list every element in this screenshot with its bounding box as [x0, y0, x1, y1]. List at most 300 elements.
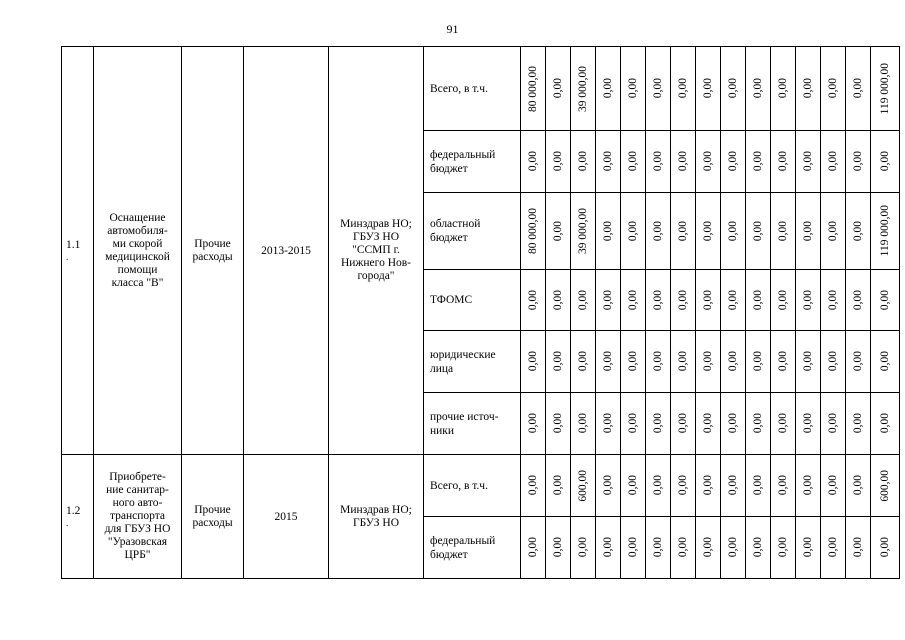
value-cell [871, 455, 900, 517]
value-cell [746, 517, 771, 579]
value-text: 0,00 [851, 151, 864, 172]
funding-source [424, 331, 521, 393]
item-name-line: транспорта [109, 510, 166, 522]
value-text: 0,00 [801, 413, 814, 434]
value-cell [746, 455, 771, 517]
value-text: 0,00 [651, 151, 664, 172]
value-cell [721, 393, 746, 455]
executor-line: города" [357, 270, 395, 282]
value-cell [696, 455, 721, 517]
value-text: 0,00 [701, 151, 714, 172]
value-text: 0,00 [551, 220, 564, 242]
value-text: 0,00 [878, 413, 891, 434]
value-text: 0,00 [801, 220, 814, 242]
budget-table [61, 46, 900, 579]
funding-source-line: юридические [430, 348, 496, 361]
value-text: 600,00 [878, 469, 891, 502]
value-cell [521, 270, 546, 331]
value-text: 0,00 [851, 78, 864, 99]
value-cell [696, 270, 721, 331]
value-text: 0,00 [751, 151, 764, 172]
item-name [94, 455, 182, 579]
value-cell [546, 270, 571, 331]
funding-source [424, 455, 521, 517]
item-name-line: ми скорой [112, 237, 163, 250]
value-text: 0,00 [851, 413, 864, 434]
value-text: 0,00 [701, 537, 714, 558]
value-text: 0,00 [626, 289, 639, 311]
funding-source-line: Всего, в т.ч. [430, 479, 488, 492]
value-text: 0,00 [651, 351, 664, 372]
funding-source-line: бюджет [430, 232, 468, 244]
funding-source-line: федеральный [430, 534, 496, 547]
value-cell [621, 270, 646, 331]
value-cell [871, 393, 900, 455]
value-cell [571, 193, 596, 270]
value-text: 119 000,00 [878, 205, 891, 257]
value-cell [571, 331, 596, 393]
value-text: 0,00 [751, 289, 764, 311]
value-text: 80 000,00 [526, 65, 539, 112]
value-cell [796, 270, 821, 331]
value-text: 0,00 [701, 78, 714, 99]
value-text: 0,00 [776, 78, 789, 99]
value-text: 39 000,00 [576, 65, 589, 112]
value-text: 119 000,00 [878, 62, 891, 115]
value-text: 0,00 [676, 351, 689, 372]
item-number-text: 1.2 [66, 505, 81, 517]
expense-type [182, 455, 244, 579]
value-cell [671, 517, 696, 579]
value-text: 0,00 [878, 289, 891, 311]
value-cell [696, 517, 721, 579]
value-cell [546, 331, 571, 393]
item-name-line: ЦРБ" [124, 549, 151, 561]
executor-line: "ССМП г. [352, 244, 400, 256]
value-cell [696, 393, 721, 455]
value-text: 0,00 [526, 537, 539, 558]
value-text: 0,00 [551, 413, 564, 434]
value-cell [846, 47, 871, 131]
executor [329, 47, 424, 455]
value-text: 0,00 [626, 151, 639, 172]
item-name-line: Приобрете- [109, 471, 166, 483]
value-text: 0,00 [726, 289, 739, 311]
value-cell [821, 331, 846, 393]
value-cell [771, 455, 796, 517]
item-name-line: Оснащение [109, 211, 166, 224]
value-text: 0,00 [576, 289, 589, 311]
value-text: 0,00 [801, 351, 814, 372]
value-cell [546, 517, 571, 579]
value-cell [671, 270, 696, 331]
value-text: 0,00 [701, 220, 714, 242]
value-text: 0,00 [601, 220, 614, 242]
period: 2015 [244, 455, 329, 579]
value-cell [646, 131, 671, 193]
funding-source-line: Всего, в т.ч. [430, 82, 488, 95]
item-number-suffix: . [66, 518, 69, 528]
value-cell [796, 331, 821, 393]
funding-source [424, 193, 521, 270]
value-cell [821, 47, 846, 131]
value-text: 0,00 [751, 220, 764, 242]
value-text: 0,00 [776, 351, 789, 372]
value-text: 0,00 [776, 537, 789, 558]
value-text: 0,00 [776, 151, 789, 172]
value-cell [871, 193, 900, 270]
value-cell [696, 331, 721, 393]
value-cell [596, 517, 621, 579]
value-cell [521, 193, 546, 270]
value-text: 0,00 [526, 151, 539, 172]
value-cell [821, 393, 846, 455]
item-name-line: ние санитар- [106, 484, 169, 496]
value-cell [771, 47, 796, 131]
value-cell [596, 455, 621, 517]
value-cell [771, 331, 796, 393]
value-cell [521, 455, 546, 517]
value-cell [696, 47, 721, 131]
value-text: 0,00 [826, 475, 839, 496]
value-text: 0,00 [626, 475, 639, 496]
value-cell [796, 517, 821, 579]
value-text: 0,00 [726, 413, 739, 434]
value-text: 0,00 [801, 537, 814, 558]
value-cell [796, 131, 821, 193]
value-text: 0,00 [676, 475, 689, 496]
value-text: 0,00 [551, 289, 564, 311]
value-text: 0,00 [651, 289, 664, 311]
value-text: 0,00 [626, 351, 639, 372]
period: 2013-2015 [244, 47, 329, 455]
value-cell [821, 455, 846, 517]
value-text: 0,00 [801, 475, 814, 496]
value-cell [571, 131, 596, 193]
value-text: 0,00 [878, 351, 891, 372]
item-number [62, 455, 94, 579]
value-cell [546, 455, 571, 517]
value-text: 0,00 [776, 413, 789, 434]
value-text: 0,00 [726, 537, 739, 558]
value-text: 0,00 [676, 78, 689, 99]
value-cell [746, 131, 771, 193]
value-text: 0,00 [801, 151, 814, 172]
item-name-line: медицинской [105, 250, 170, 263]
value-cell [596, 131, 621, 193]
value-cell [596, 270, 621, 331]
value-text: 0,00 [676, 220, 689, 242]
value-text: 0,00 [576, 537, 589, 558]
value-cell [621, 393, 646, 455]
value-cell [696, 131, 721, 193]
value-text: 0,00 [626, 537, 639, 558]
value-cell [846, 193, 871, 270]
value-cell [821, 193, 846, 270]
value-text: 0,00 [626, 413, 639, 434]
funding-source [424, 131, 521, 193]
item-name-line: помощи [117, 263, 158, 276]
executor-line: Нижнего Нов- [340, 257, 412, 269]
value-text: 0,00 [601, 413, 614, 434]
expense-type-line: Прочие [194, 237, 231, 250]
value-cell [571, 393, 596, 455]
value-text: 0,00 [651, 537, 664, 558]
funding-source-line: областной [430, 218, 481, 230]
value-text: 0,00 [601, 289, 614, 311]
value-cell [671, 455, 696, 517]
value-cell [596, 193, 621, 270]
value-cell [546, 47, 571, 131]
value-text: 0,00 [651, 78, 664, 99]
value-cell [771, 193, 796, 270]
value-cell [546, 193, 571, 270]
value-cell [521, 331, 546, 393]
value-text: 0,00 [651, 413, 664, 434]
value-cell [671, 193, 696, 270]
value-text: 0,00 [751, 413, 764, 434]
value-cell [721, 193, 746, 270]
executor-line: Минздрав НО; [340, 503, 412, 516]
value-cell [546, 393, 571, 455]
value-cell [521, 131, 546, 193]
value-text: 80 000,00 [526, 208, 539, 254]
item-number-suffix: . [66, 252, 69, 262]
value-cell [646, 331, 671, 393]
value-cell [746, 47, 771, 131]
value-text: 0,00 [576, 351, 589, 372]
value-text: 0,00 [776, 220, 789, 242]
value-cell [621, 517, 646, 579]
value-cell [846, 270, 871, 331]
value-cell [796, 193, 821, 270]
value-cell [721, 331, 746, 393]
expense-type-line: расходы [192, 250, 233, 263]
value-text: 0,00 [551, 78, 564, 99]
value-text: 0,00 [751, 78, 764, 99]
value-text: 0,00 [826, 351, 839, 372]
value-cell [846, 455, 871, 517]
value-cell [571, 47, 596, 131]
value-cell [646, 193, 671, 270]
value-text: 0,00 [851, 475, 864, 496]
value-cell [721, 47, 746, 131]
value-text: 0,00 [878, 537, 891, 558]
value-cell [646, 47, 671, 131]
value-cell [621, 331, 646, 393]
value-cell [721, 455, 746, 517]
value-cell [571, 270, 596, 331]
value-text: 0,00 [651, 475, 664, 496]
value-text: 0,00 [676, 413, 689, 434]
item-name-line: автомобиля- [107, 224, 168, 237]
funding-source-line: ТФОМС [430, 294, 473, 306]
value-text: 0,00 [826, 537, 839, 558]
value-cell [646, 455, 671, 517]
value-cell [696, 193, 721, 270]
value-text: 0,00 [826, 220, 839, 242]
value-cell [871, 131, 900, 193]
value-cell [871, 47, 900, 131]
value-text: 0,00 [776, 475, 789, 496]
item-name-line: "Уразовская [107, 536, 168, 548]
table-row [62, 455, 900, 517]
value-cell [796, 393, 821, 455]
value-text: 0,00 [601, 78, 614, 99]
value-text: 0,00 [526, 475, 539, 496]
value-cell [621, 455, 646, 517]
value-text: 0,00 [551, 475, 564, 496]
value-cell [871, 331, 900, 393]
item-name-line: класса "В" [111, 276, 164, 289]
funding-source-line: лица [430, 362, 454, 375]
value-cell [671, 393, 696, 455]
funding-source-line: ники [430, 424, 455, 437]
value-cell [771, 131, 796, 193]
value-text: 0,00 [751, 537, 764, 558]
page-number: 91 [446, 22, 459, 36]
value-cell [721, 270, 746, 331]
item-name-line: для ГБУЗ НО [104, 523, 171, 535]
value-text: 0,00 [701, 413, 714, 434]
value-cell [671, 47, 696, 131]
expense-type-line: расходы [192, 516, 233, 529]
executor-line: ГБУЗ НО [352, 231, 400, 243]
value-cell [796, 47, 821, 131]
value-cell [746, 331, 771, 393]
value-text: 0,00 [576, 413, 589, 434]
value-cell [646, 517, 671, 579]
value-text: 0,00 [851, 537, 864, 558]
value-text: 0,00 [526, 351, 539, 372]
value-cell [521, 47, 546, 131]
value-cell [721, 131, 746, 193]
value-cell [571, 517, 596, 579]
value-text: 0,00 [726, 151, 739, 172]
funding-source [424, 517, 521, 579]
value-cell [821, 517, 846, 579]
value-cell [521, 393, 546, 455]
expense-type [182, 47, 244, 455]
value-cell [596, 47, 621, 131]
value-cell [871, 517, 900, 579]
value-text: 0,00 [551, 537, 564, 558]
value-text: 0,00 [726, 351, 739, 372]
value-cell [871, 270, 900, 331]
value-cell [846, 131, 871, 193]
value-cell [646, 393, 671, 455]
value-text: 0,00 [826, 413, 839, 434]
funding-source-line: бюджет [430, 162, 468, 175]
table-row [62, 47, 900, 131]
value-text: 0,00 [751, 351, 764, 372]
value-text: 0,00 [801, 289, 814, 311]
value-text: 0,00 [526, 289, 539, 311]
executor-line: Минздрав НО; [340, 218, 412, 230]
item-name [94, 47, 182, 455]
value-cell [621, 193, 646, 270]
value-cell [571, 455, 596, 517]
value-cell [646, 270, 671, 331]
value-cell [821, 131, 846, 193]
value-cell [771, 517, 796, 579]
value-text: 0,00 [726, 220, 739, 242]
value-text: 0,00 [776, 289, 789, 311]
value-text: 0,00 [826, 289, 839, 311]
value-cell [721, 517, 746, 579]
value-text: 0,00 [701, 351, 714, 372]
value-text: 0,00 [601, 537, 614, 558]
value-text: 0,00 [851, 289, 864, 311]
value-cell [846, 517, 871, 579]
value-cell [746, 270, 771, 331]
value-text: 600,00 [576, 469, 589, 502]
value-cell [796, 455, 821, 517]
value-text: 0,00 [601, 351, 614, 372]
value-text: 0,00 [626, 220, 639, 242]
value-cell [746, 393, 771, 455]
value-text: 0,00 [726, 78, 739, 99]
value-text: 0,00 [601, 475, 614, 496]
value-cell [771, 393, 796, 455]
funding-source-line: федеральный [430, 148, 496, 161]
value-text: 0,00 [651, 220, 664, 242]
value-text: 0,00 [551, 151, 564, 172]
value-text: 0,00 [751, 475, 764, 496]
value-text: 0,00 [676, 289, 689, 311]
value-text: 0,00 [676, 151, 689, 172]
value-text: 0,00 [801, 78, 814, 99]
value-text: 39 000,00 [576, 208, 589, 254]
value-text: 0,00 [601, 151, 614, 172]
value-text: 0,00 [826, 151, 839, 172]
item-number [62, 47, 94, 455]
expense-type-line: Прочие [194, 503, 231, 516]
executor [329, 455, 424, 579]
value-text: 0,00 [626, 78, 639, 99]
value-cell [621, 131, 646, 193]
value-cell [546, 131, 571, 193]
value-text: 0,00 [851, 351, 864, 372]
value-text: 0,00 [576, 151, 589, 172]
funding-source-line: бюджет [430, 548, 468, 561]
funding-source [424, 47, 521, 131]
value-text: 0,00 [878, 151, 891, 172]
executor-line: ГБУЗ НО [352, 516, 400, 529]
value-cell [596, 331, 621, 393]
value-cell [771, 270, 796, 331]
funding-source [424, 393, 521, 455]
value-cell [521, 517, 546, 579]
value-text: 0,00 [826, 78, 839, 99]
value-text: 0,00 [726, 475, 739, 496]
value-text: 0,00 [701, 289, 714, 311]
value-cell [846, 393, 871, 455]
value-text: 0,00 [851, 220, 864, 242]
value-text: 0,00 [676, 537, 689, 558]
funding-source [424, 270, 521, 331]
item-name-line: ного авто- [112, 497, 163, 509]
funding-source-line: прочие источ- [430, 410, 499, 423]
value-cell [671, 331, 696, 393]
value-cell [596, 393, 621, 455]
value-cell [846, 331, 871, 393]
value-text: 0,00 [526, 413, 539, 434]
value-text: 0,00 [551, 351, 564, 372]
value-text: 0,00 [701, 475, 714, 496]
value-cell [671, 131, 696, 193]
value-cell [821, 270, 846, 331]
